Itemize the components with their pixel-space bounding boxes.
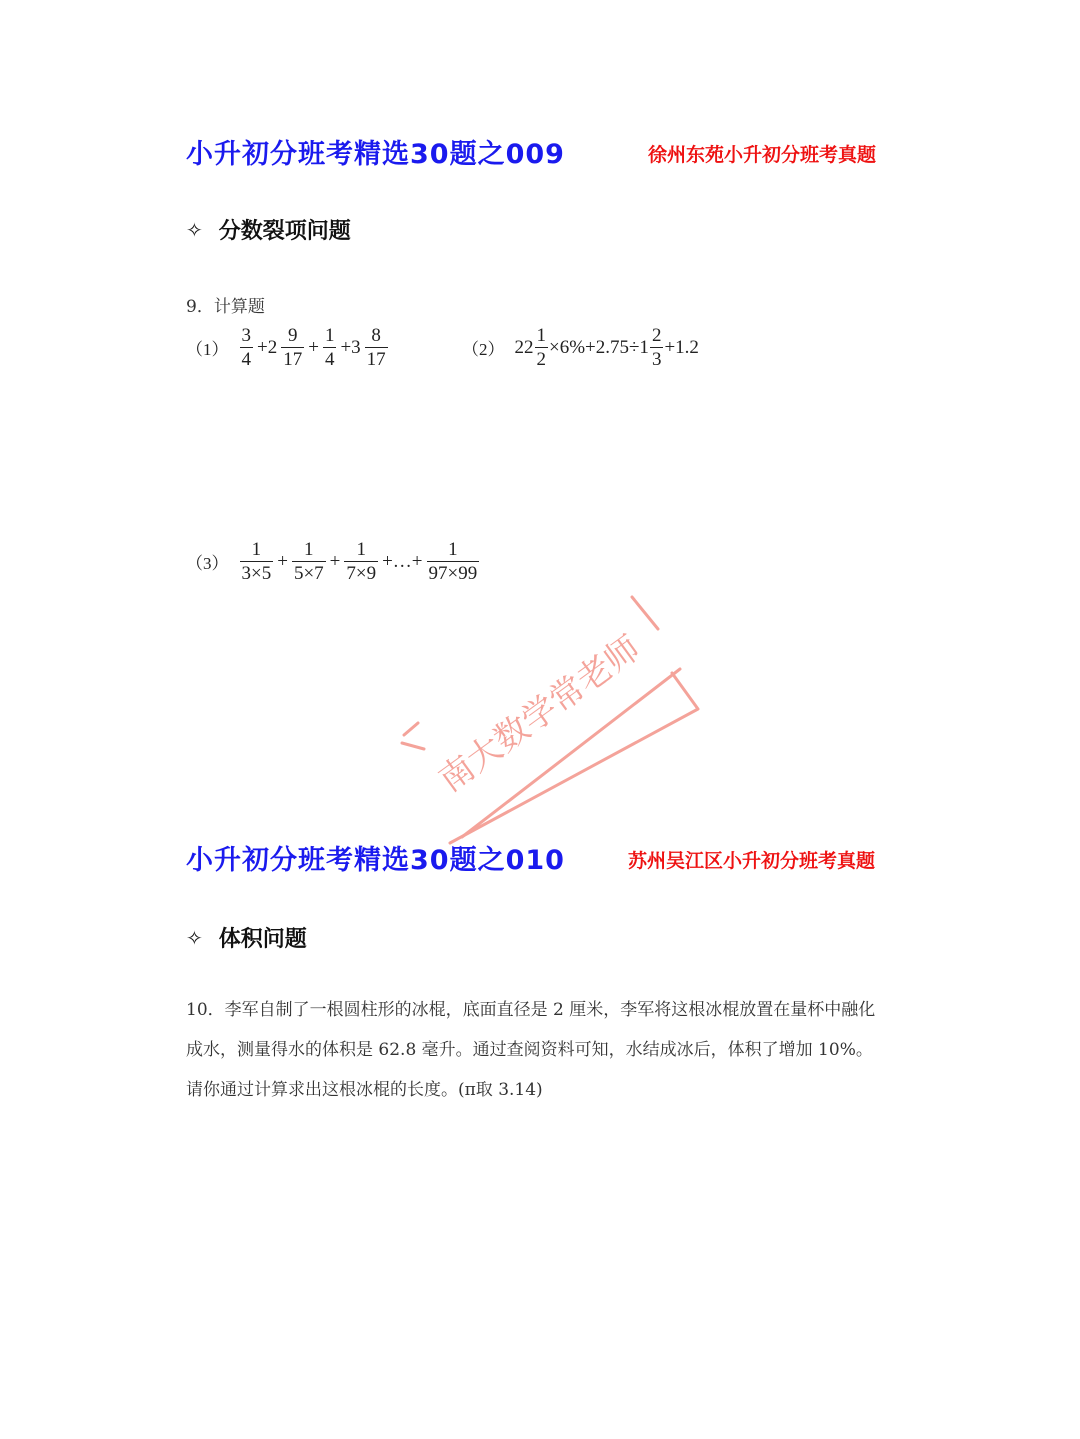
sparkle-icon: ✧ <box>186 217 203 242</box>
watermark <box>380 585 720 855</box>
fraction: $\frac{1}{2}$ <box>536 325 546 370</box>
fraction: $\frac{1}{3\times 5}$ <box>241 539 272 584</box>
problem10-section-title: 体积问题 <box>218 927 307 952</box>
problem10-section <box>186 922 307 953</box>
problem10-line: 成水，测量得水的体积是 62.8 毫升。通过查阅资料可知，水结成冰后，体积了增加 10%。 <box>186 1040 873 1060</box>
problem10-title: 小升初分班考精选30题之010 <box>186 845 565 876</box>
fraction: $\frac{9}{17}$ <box>283 325 303 370</box>
part3-label: （3） <box>186 554 229 574</box>
fraction: $\frac{1}{7\times 9}$ <box>346 539 377 584</box>
fraction: $\frac{8}{17}$ <box>366 325 386 370</box>
problem10-source: 苏州吴江区小升初分班考真题 <box>628 850 876 872</box>
fraction: $\frac{1}{4}$ <box>324 325 335 370</box>
problem9-section-title: 分数裂项问题 <box>218 219 351 244</box>
fraction: $\frac{2}{3}$ <box>651 325 662 370</box>
part1-label: （1） <box>186 340 229 360</box>
problem10-line: 10．李军自制了一根圆柱形的冰棍，底面直径是 2 厘米，李军将这根冰棍放置在量杯中融化 <box>186 1000 876 1020</box>
problem9-heading: 9．计算题 <box>186 297 265 317</box>
problem9-title: 小升初分班考精选30题之009 <box>186 139 565 170</box>
problem10-line: 请你通过计算求出这根冰棍的长度。(π取 3.14) <box>186 1080 543 1100</box>
problem10-body <box>186 990 906 1110</box>
watermark-text: 南大数学常老师 <box>431 628 648 801</box>
problem9-part3: （3） $\frac{1}{3\times 5}$ + $\frac{1}{5\times 7}$ + $\frac{1}{7\times 9}$ +…+ $\frac{1}{97\times 99}$ <box>186 539 478 584</box>
problem9-source: 徐州东苑小升初分班考真题 <box>648 144 877 166</box>
problem9-part1: （1） $\frac{3}{4}$ +2 $\frac{9}{17}$ + $\frac{1}{4}$ +3 $\frac{8}{17}$ <box>186 325 386 370</box>
sparkle-icon: ✧ <box>186 925 203 950</box>
fraction: $\frac{1}{5\times 7}$ <box>293 539 324 584</box>
problem9-section <box>186 214 351 245</box>
fraction: $\frac{3}{4}$ <box>241 325 251 370</box>
part2-label: （2） <box>462 340 505 360</box>
problem9-part2: （2） 22 $\frac{1}{2}$ ×6%+2.75÷1 $\frac{2}{3}$ +1.2 <box>462 325 699 370</box>
fraction: $\frac{1}{97\times 99}$ <box>428 539 478 584</box>
